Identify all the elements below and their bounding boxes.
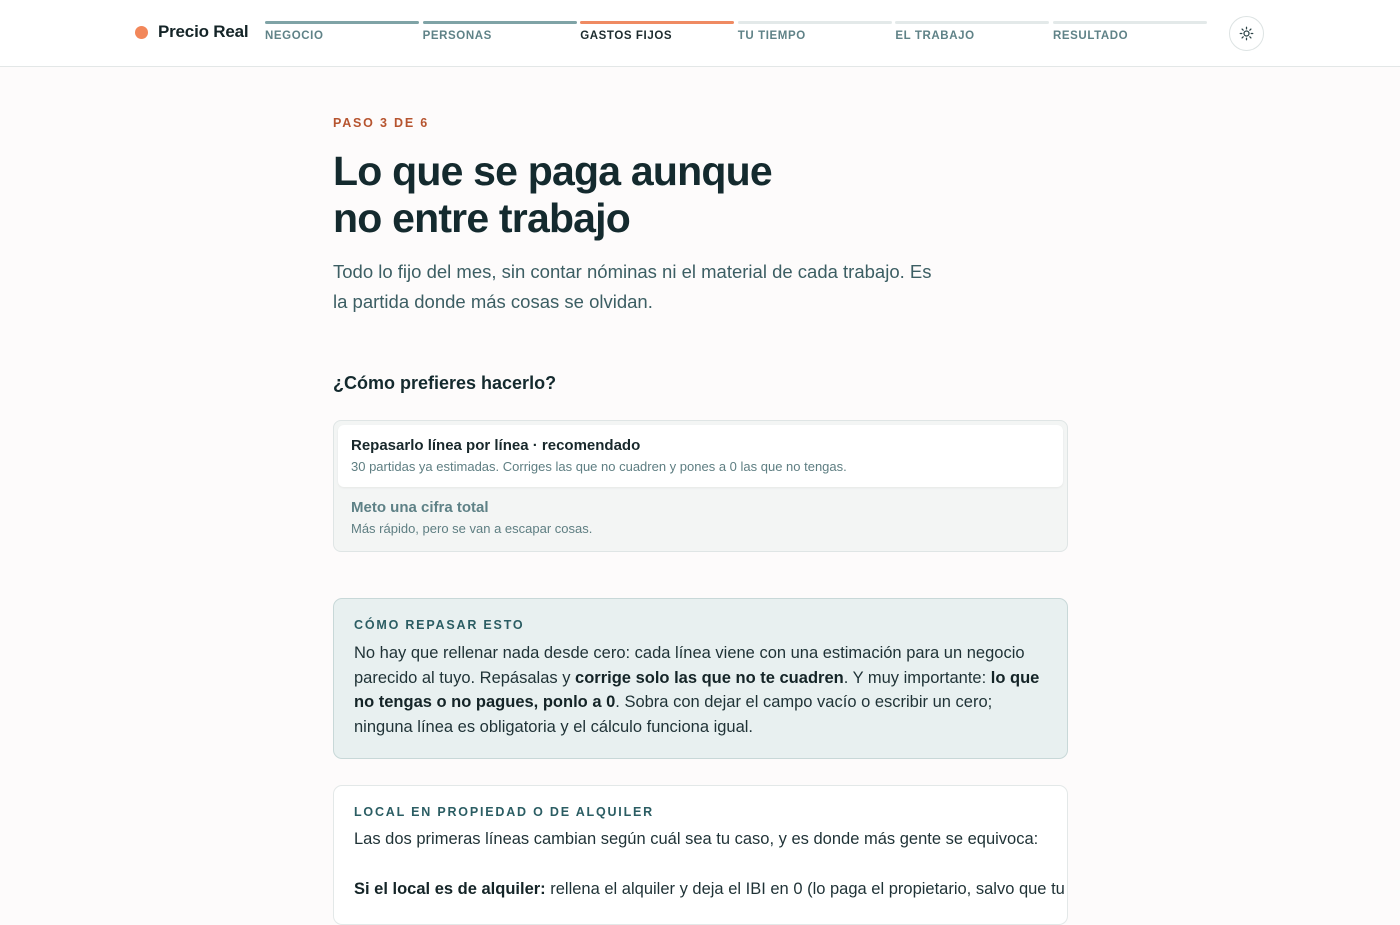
premises-rent-note: [354, 877, 1065, 902]
top-bar: [0, 0, 1400, 67]
brand[interactable]: [135, 22, 248, 42]
rent-label: Si el local es de alquiler:: [354, 879, 546, 898]
title-line-1: Lo que se paga aunque: [333, 148, 772, 194]
step-tu-tiempo[interactable]: [738, 21, 892, 42]
sun-icon: [1239, 26, 1254, 41]
step-label: EL TRABAJO: [895, 30, 975, 42]
rent-text: rellena el alquiler y deja el IBI en 0 (lo paga el propietario, salvo que tu: [545, 879, 1065, 898]
step-bar: [423, 21, 577, 24]
page-title: [333, 148, 953, 242]
step-bar: [580, 21, 734, 24]
title-line-2: no entre trabajo: [333, 195, 631, 241]
method-question: ¿Cómo prefieres hacerlo?: [333, 373, 557, 393]
step-eyebrow: PASO 3 DE 6: [333, 116, 429, 130]
step-label: TU TIEMPO: [737, 30, 806, 42]
review-tip-card: [333, 598, 1068, 759]
step-el-trabajo[interactable]: [895, 21, 1049, 42]
step-bar: [1053, 21, 1207, 24]
step-label: GASTOS FIJOS: [580, 30, 673, 42]
step-resultado[interactable]: [1053, 21, 1207, 42]
premises-eyebrow: LOCAL EN PROPIEDAD O DE ALQUILER: [354, 805, 654, 819]
option-description: 30 partidas ya estimadas. Corriges las que no cuadren y pones a 0 las que no tengas.: [351, 459, 847, 474]
option-total-amount[interactable]: [338, 487, 1063, 549]
step-label: RESULTADO: [1052, 30, 1129, 42]
option-title: Repasarlo línea por línea · recomendado: [351, 437, 641, 454]
tip-body: [354, 641, 1047, 739]
step-gastos-fijos[interactable]: [580, 21, 734, 42]
tip-eyebrow: CÓMO REPASAR ESTO: [354, 618, 525, 632]
tip-text-1: No hay que rellenar nada desde cero: cada línea viene con una estimación para un negocio parecido al tuyo. Repásalas y: [354, 644, 1025, 687]
premises-card: [333, 785, 1068, 925]
page-intro: Todo lo fijo del mes, sin contar nóminas ni el material de cada trabajo. Es la partida donde más cosas se olvidan.: [333, 261, 932, 312]
step-bar: [738, 21, 892, 24]
step-label: PERSONAS: [422, 30, 492, 42]
option-title: Meto una cifra total: [351, 499, 489, 516]
method-options: [333, 420, 1068, 552]
tip-text-2: . Y muy importante:: [843, 668, 991, 687]
brand-name: Precio Real: [158, 22, 249, 41]
step-bar: [265, 21, 419, 24]
step-personas[interactable]: [423, 21, 577, 42]
premises-intro: Las dos primeras líneas cambian según cuál sea tu caso, y es donde más gente se equivoca:: [354, 830, 1039, 848]
tip-bold-1: corrige solo las que no te cuadren: [575, 668, 844, 687]
step-bar: [895, 21, 1049, 24]
option-description: Más rápido, pero se van a escapar cosas.: [351, 521, 593, 536]
brand-dot-icon: [135, 26, 148, 39]
option-line-by-line[interactable]: [338, 425, 1063, 487]
tip-bold-2: lo que no tengas o no pagues, ponlo a 0: [354, 668, 1040, 711]
tip-text-3: . Sobra con dejar el campo vacío o escribir un cero; ninguna línea es obligatoria y el cálculo funciona igual.: [354, 693, 993, 736]
step-label: NEGOCIO: [265, 30, 324, 42]
theme-toggle-button[interactable]: [1229, 16, 1264, 51]
step-progress: [265, 21, 1211, 42]
step-negocio[interactable]: [265, 21, 419, 42]
